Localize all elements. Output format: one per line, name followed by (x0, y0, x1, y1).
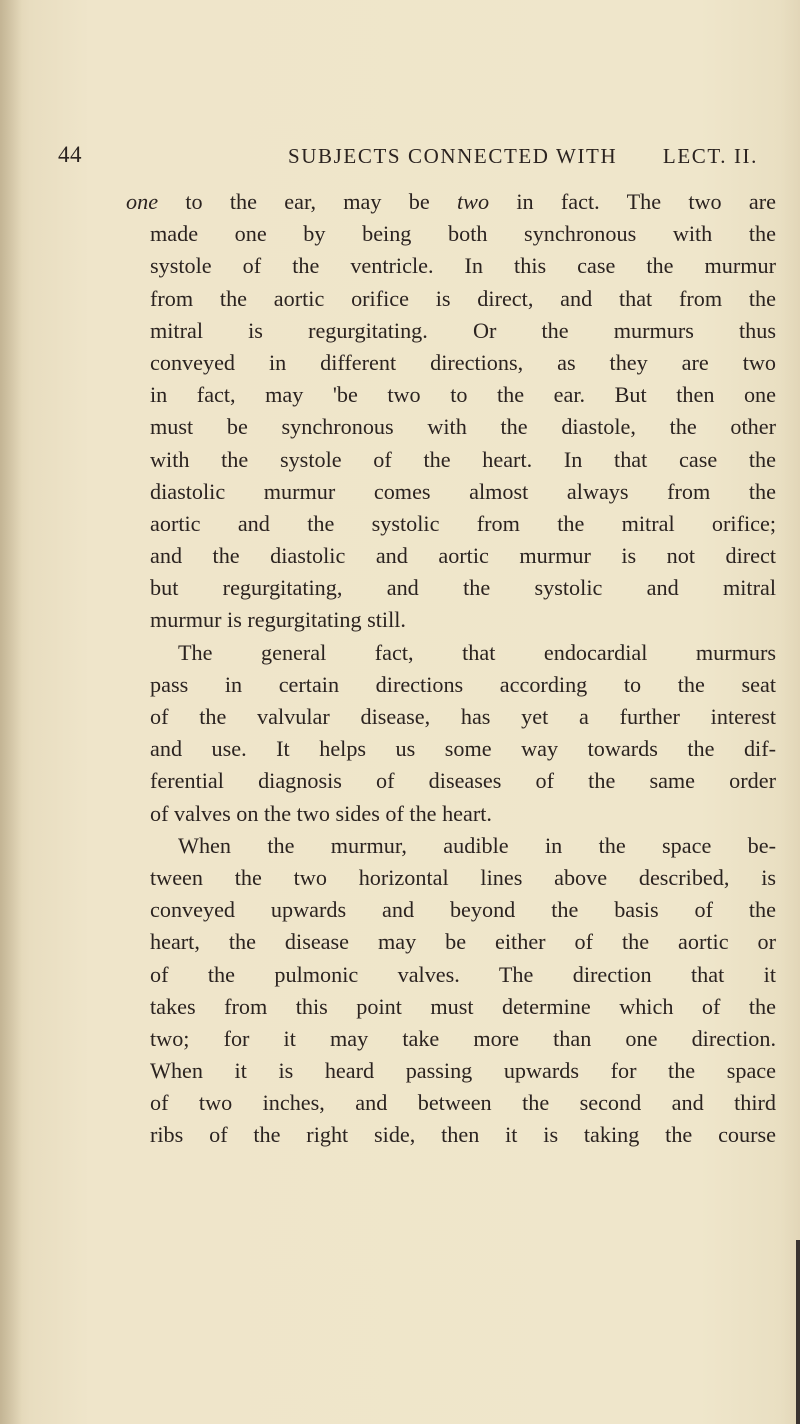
text-line: conveyed upwards and beyond the basis of the (150, 897, 776, 923)
text-line: must be synchronous with the diastole, the other (150, 414, 776, 440)
text-span: in fact. The two are (489, 189, 776, 214)
text-line: with the systole of the heart. In that case the (150, 446, 776, 472)
text-line: pass in certain directions according to the seat (150, 671, 776, 697)
text-line: made one by being both synchronous with the (150, 221, 776, 247)
text-line: murmur is regurgitating still. (150, 607, 406, 633)
text-line: from the aortic orifice is direct, and that from the (150, 285, 776, 311)
text-line: and the diastolic and aortic murmur is not direct (150, 543, 776, 569)
page-edge (796, 1240, 800, 1424)
body-text (126, 186, 776, 1152)
text-line: conveyed in different directions, as they are two (150, 349, 776, 375)
text-line: takes from this point must determine which of the (150, 993, 776, 1019)
text-line: in fact, may 'be two to the ear. But then one (150, 382, 776, 408)
text-line: of the valvular disease, has yet a further interest (150, 704, 776, 729)
text-line: tween the two horizontal lines above described, is (150, 864, 776, 890)
italic-word: one (126, 189, 159, 214)
text-span: to the ear, may be (158, 189, 457, 214)
text-line: and use. It helps us some way towards the dif- (150, 736, 776, 762)
text-line: of the pulmonic valves. The direction that it (150, 961, 776, 987)
text-line: systole of the ventricle. In this case the murmur (150, 253, 776, 279)
page-header (58, 142, 758, 174)
lecture-label: LECT. II. (662, 144, 758, 168)
text-line: two; for it may take more than one direction. (150, 1025, 776, 1051)
text-line: ferential diagnosis of diseases of the same order (150, 768, 776, 794)
text-line: mitral is regurgitating. Or the murmurs thus (150, 317, 776, 343)
gutter-shadow (0, 0, 22, 1424)
text-line: of two inches, and between the second and third (150, 1090, 776, 1116)
text-line: diastolic murmur comes almost always from the (150, 478, 776, 504)
text-line: ribs of the right side, then it is taking the course (150, 1122, 776, 1148)
text-line: When the murmur, audible in the space be- (178, 832, 776, 858)
text-line: When it is heard passing upwards for the space (150, 1058, 776, 1084)
running-head: SUBJECTS CONNECTED WITH (288, 144, 618, 168)
text-line: aortic and the systolic from the mitral orifice; (150, 510, 776, 536)
italic-word: two (457, 189, 490, 214)
text-line: The general fact, that endocardial murmurs (178, 639, 776, 665)
page-number: 44 (58, 142, 82, 167)
text-line-1 (126, 186, 776, 218)
text-line: of valves on the two sides of the heart. (150, 800, 492, 826)
text-line: but regurgitating, and the systolic and mitral (150, 575, 776, 601)
text-line: heart, the disease may be either of the aortic or (150, 929, 776, 955)
